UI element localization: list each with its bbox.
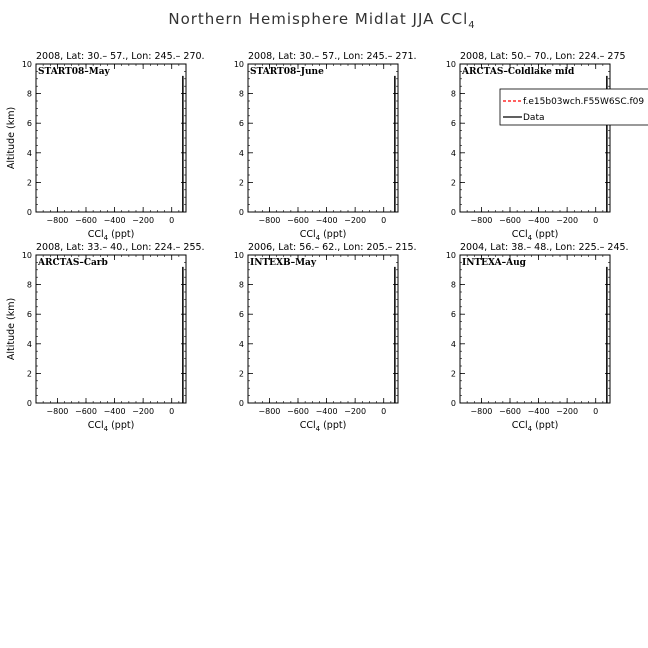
y-tick-label: 10 [445, 251, 456, 260]
x-axis-label-unit: (ppt) [108, 229, 135, 240]
y-tick-label: 2 [450, 369, 456, 379]
chart-panel [234, 51, 417, 242]
x-tick-label: −600 [287, 407, 309, 416]
panel-header: 2008, Lat: 30.– 57., Lon: 245.– 271. [248, 51, 417, 62]
x-axis-label-unit: (ppt) [320, 420, 347, 431]
x-tick-label: −200 [344, 216, 367, 225]
x-tick-label: 0 [169, 407, 175, 416]
y-axis-label: Altitude (km) [6, 106, 17, 170]
y-tick-label: 4 [450, 339, 456, 349]
x-tick-label: −400 [103, 216, 126, 225]
x-axis-label [88, 229, 135, 242]
x-tick-label: −400 [103, 407, 126, 416]
figure-title-subscript: 4 [468, 20, 476, 31]
x-axis-label-subscript: 4 [103, 234, 109, 242]
x-tick-label: −600 [75, 216, 97, 225]
y-tick-label: 8 [238, 280, 244, 290]
plot-frame [36, 255, 186, 403]
y-tick-label: 4 [238, 148, 244, 158]
panels-group [6, 51, 648, 433]
campaign-label: ARCTAS–Coldlake mid [462, 67, 575, 77]
x-tick-label: 0 [593, 216, 599, 225]
x-tick-label: −600 [499, 216, 521, 225]
y-tick-label: 4 [238, 339, 244, 349]
y-tick-label: 4 [26, 339, 32, 349]
panel-header: 2008, Lat: 33.– 40., Lon: 224.– 255. [36, 242, 205, 253]
y-tick-label: 2 [238, 178, 244, 188]
y-tick-label: 10 [21, 251, 32, 260]
x-axis-label-subscript: 4 [527, 234, 533, 242]
panel-header: 2008, Lat: 50.– 70., Lon: 224.– 275 [460, 51, 626, 62]
x-tick-label: −800 [46, 216, 69, 225]
x-axis-label-unit: (ppt) [532, 420, 559, 431]
x-axis-label-main: CCl [87, 420, 104, 431]
campaign-label: START08–May [38, 67, 110, 77]
x-axis-label-subscript: 4 [315, 234, 321, 242]
panel-header: 2008, Lat: 30.– 57., Lon: 245.– 270. [36, 51, 205, 62]
chart-panel [446, 51, 648, 242]
y-tick-label: 0 [450, 208, 456, 217]
x-axis-label-subscript: 4 [527, 425, 533, 433]
y-tick-label: 2 [26, 178, 32, 188]
y-tick-label: 0 [26, 208, 32, 217]
x-axis-label-main: CCl [299, 229, 316, 240]
x-tick-label: −200 [344, 407, 367, 416]
y-tick-label: 8 [450, 89, 456, 99]
y-tick-label: 0 [450, 399, 456, 408]
plot-frame [248, 64, 398, 212]
y-tick-label: 0 [238, 399, 244, 408]
x-axis-label-unit: (ppt) [108, 420, 135, 431]
legend-data-label: Data [523, 113, 545, 123]
figure-title [168, 10, 475, 31]
y-tick-label: 2 [238, 369, 244, 379]
y-tick-label: 6 [450, 119, 456, 129]
x-tick-label: −800 [470, 407, 493, 416]
x-axis-label [512, 420, 559, 433]
x-axis-label-unit: (ppt) [532, 229, 559, 240]
x-axis-label-main: CCl [511, 229, 528, 240]
x-tick-label: −400 [527, 216, 550, 225]
legend-model-label: f.e15b03wch.F55W6SC.f09 [523, 97, 645, 107]
x-axis-label-main: CCl [87, 229, 104, 240]
y-axis-label: Altitude (km) [6, 297, 17, 361]
x-tick-label: 0 [381, 407, 387, 416]
y-tick-label: 4 [26, 148, 32, 158]
x-tick-label: −800 [46, 407, 69, 416]
x-axis-label-unit: (ppt) [320, 229, 347, 240]
y-tick-label: 6 [450, 310, 456, 320]
x-tick-label: −400 [527, 407, 550, 416]
x-tick-label: −400 [315, 216, 338, 225]
plot-frame [460, 64, 610, 212]
x-tick-label: −200 [132, 216, 155, 225]
campaign-label: INTEXB–May [250, 258, 317, 268]
y-tick-label: 8 [26, 89, 32, 99]
y-tick-label: 8 [26, 280, 32, 290]
x-tick-label: −600 [287, 216, 309, 225]
chart-panel [6, 242, 205, 433]
x-tick-label: −600 [75, 407, 97, 416]
y-tick-label: 10 [233, 251, 244, 260]
x-tick-label: −200 [556, 216, 579, 225]
y-tick-label: 4 [450, 148, 456, 158]
x-tick-label: 0 [593, 407, 599, 416]
campaign-label: ARCTAS–Carb [38, 258, 108, 268]
chart-panel [446, 242, 629, 433]
x-tick-label: −800 [258, 216, 281, 225]
figure-title-main: Northern Hemisphere Midlat JJA CCl [168, 10, 469, 28]
x-axis-label-main: CCl [299, 420, 316, 431]
x-axis-label-subscript: 4 [103, 425, 109, 433]
y-tick-label: 6 [26, 310, 32, 320]
x-tick-label: −600 [499, 407, 521, 416]
chart-panel [234, 242, 417, 433]
y-tick-label: 2 [26, 369, 32, 379]
y-tick-label: 10 [21, 60, 32, 69]
y-tick-label: 8 [450, 280, 456, 290]
x-tick-label: −800 [470, 216, 493, 225]
x-axis-label [88, 420, 135, 433]
x-axis-label [300, 420, 347, 433]
y-tick-label: 2 [450, 178, 456, 188]
y-tick-label: 0 [26, 399, 32, 408]
x-tick-label: −200 [556, 407, 579, 416]
plot-frame [36, 64, 186, 212]
y-tick-label: 6 [238, 119, 244, 129]
panel-header: 2004, Lat: 38.– 48., Lon: 225.– 245. [460, 242, 629, 253]
plot-frame [248, 255, 398, 403]
y-tick-label: 8 [238, 89, 244, 99]
x-tick-label: −800 [258, 407, 281, 416]
y-tick-label: 10 [445, 60, 456, 69]
y-tick-label: 0 [238, 208, 244, 217]
plot-frame [460, 255, 610, 403]
x-axis-label [512, 229, 559, 242]
campaign-label: START08–June [250, 67, 324, 77]
chart-panel [6, 51, 205, 242]
x-axis-label-main: CCl [511, 420, 528, 431]
y-tick-label: 10 [233, 60, 244, 69]
x-axis-label-subscript: 4 [315, 425, 321, 433]
x-tick-label: −400 [315, 407, 338, 416]
panel-header: 2006, Lat: 56.– 62., Lon: 205.– 215. [248, 242, 417, 253]
x-tick-label: 0 [169, 216, 175, 225]
x-axis-label [300, 229, 347, 242]
campaign-label: INTEXA–Aug [462, 258, 526, 268]
x-tick-label: −200 [132, 407, 155, 416]
x-tick-label: 0 [381, 216, 387, 225]
y-tick-label: 6 [26, 119, 32, 129]
y-tick-label: 6 [238, 310, 244, 320]
